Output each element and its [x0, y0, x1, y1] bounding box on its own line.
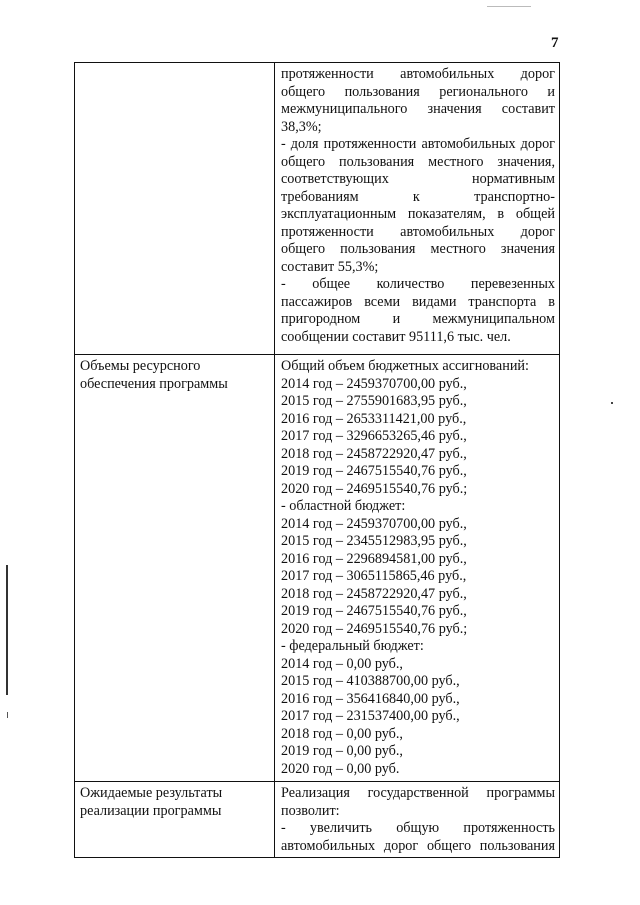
content-line: 2016 год – 2653311421,00 руб., [281, 410, 467, 427]
row-label-line: обеспечения программы [80, 375, 228, 392]
content-line: 2017 год – 231537400,00 руб., [281, 708, 460, 724]
content-line: - федеральный бюджет: [281, 638, 424, 654]
row-label-line: реализации программы [80, 802, 222, 819]
scan-artifact-top [487, 6, 531, 7]
content-line: автомобильных дорог общего пользования [281, 837, 555, 854]
content-line: 2016 год – 356416840,00 руб., [281, 690, 460, 707]
content-line: 2015 год – 410388700,00 руб., [281, 673, 460, 689]
content-line: общего пользования регионального и [281, 83, 555, 100]
content-line: 2018 год – 2458722920,47 руб., [281, 445, 467, 462]
scan-artifact-right-dot [611, 402, 613, 404]
content-line: 2014 год – 2459370700,00 руб., [281, 515, 467, 532]
content-line: позволит: [281, 802, 340, 819]
row-content-cell [275, 63, 560, 355]
content-line: Реализация государственной программы [281, 785, 555, 801]
table-row [75, 782, 560, 858]
scan-artifact-left-bar [6, 565, 8, 695]
row-content-cell [275, 355, 560, 782]
content-line: - общее количество перевезенных [281, 276, 555, 292]
table-row [75, 63, 560, 355]
content-line: - областной бюджет: [281, 498, 406, 514]
row-label-line: Ожидаемые результаты [80, 785, 223, 801]
content-line: пригородном и межмуниципальном [281, 311, 555, 327]
content-line: 2018 год – 2458722920,47 руб., [281, 585, 467, 602]
content-line: составит 55,3%; [281, 258, 379, 275]
content-line: соответствующих нормативным [281, 171, 555, 187]
content-line: 2016 год – 2296894581,00 руб., [281, 550, 467, 567]
row-label-cell [75, 63, 275, 355]
content-line: требованиям к транспортно- [281, 188, 555, 205]
content-line: 2017 год – 3296653265,46 руб., [281, 428, 467, 444]
content-line: эксплуатационным показателям, в общей [281, 206, 555, 222]
content-line: 38,3%; [281, 118, 322, 135]
content-line: протяженности автомобильных дорог [281, 223, 555, 240]
row-label-cell [75, 355, 275, 782]
content-line: 2017 год – 3065115865,46 руб., [281, 568, 467, 584]
content-line: 2014 год – 2459370700,00 руб., [281, 375, 467, 392]
content-line: Общий объем бюджетных ассигнований: [281, 358, 529, 374]
content-line: сообщении составит 95111,6 тыс. чел. [281, 328, 511, 345]
row-content-cell [275, 782, 560, 858]
scan-artifact-left-dot [7, 712, 8, 718]
content-line: 2020 год – 2469515540,76 руб.; [281, 620, 468, 637]
content-line: общего пользования местного значения, [281, 153, 555, 170]
content-line: 2015 год – 2755901683,95 руб., [281, 393, 467, 409]
content-line: 2019 год – 0,00 руб., [281, 743, 403, 759]
content-line: 2014 год – 0,00 руб., [281, 655, 403, 672]
content-line: протяженности автомобильных дорог [281, 66, 555, 82]
content-line: межмуниципального значения составит [281, 101, 555, 117]
page-number: 7 [551, 35, 559, 51]
row-label-line: Объемы ресурсного [80, 358, 201, 374]
content-line: пассажиров всеми видами транспорта в [281, 293, 555, 310]
table-row [75, 355, 560, 782]
row-label-cell [75, 782, 275, 858]
content-line: - увеличить общую протяженность [281, 820, 555, 836]
content-line: 2018 год – 0,00 руб., [281, 725, 403, 742]
content-line: 2019 год – 2467515540,76 руб., [281, 603, 467, 619]
content-line: общего пользования местного значения [281, 241, 555, 257]
content-line: - доля протяженности автомобильных дорог [281, 136, 555, 152]
content-line: 2020 год – 0,00 руб. [281, 760, 400, 777]
content-line: 2019 год – 2467515540,76 руб., [281, 463, 467, 479]
content-line: 2015 год – 2345512983,95 руб., [281, 533, 467, 549]
program-passport-table [74, 62, 560, 858]
content-line: 2020 год – 2469515540,76 руб.; [281, 480, 468, 497]
